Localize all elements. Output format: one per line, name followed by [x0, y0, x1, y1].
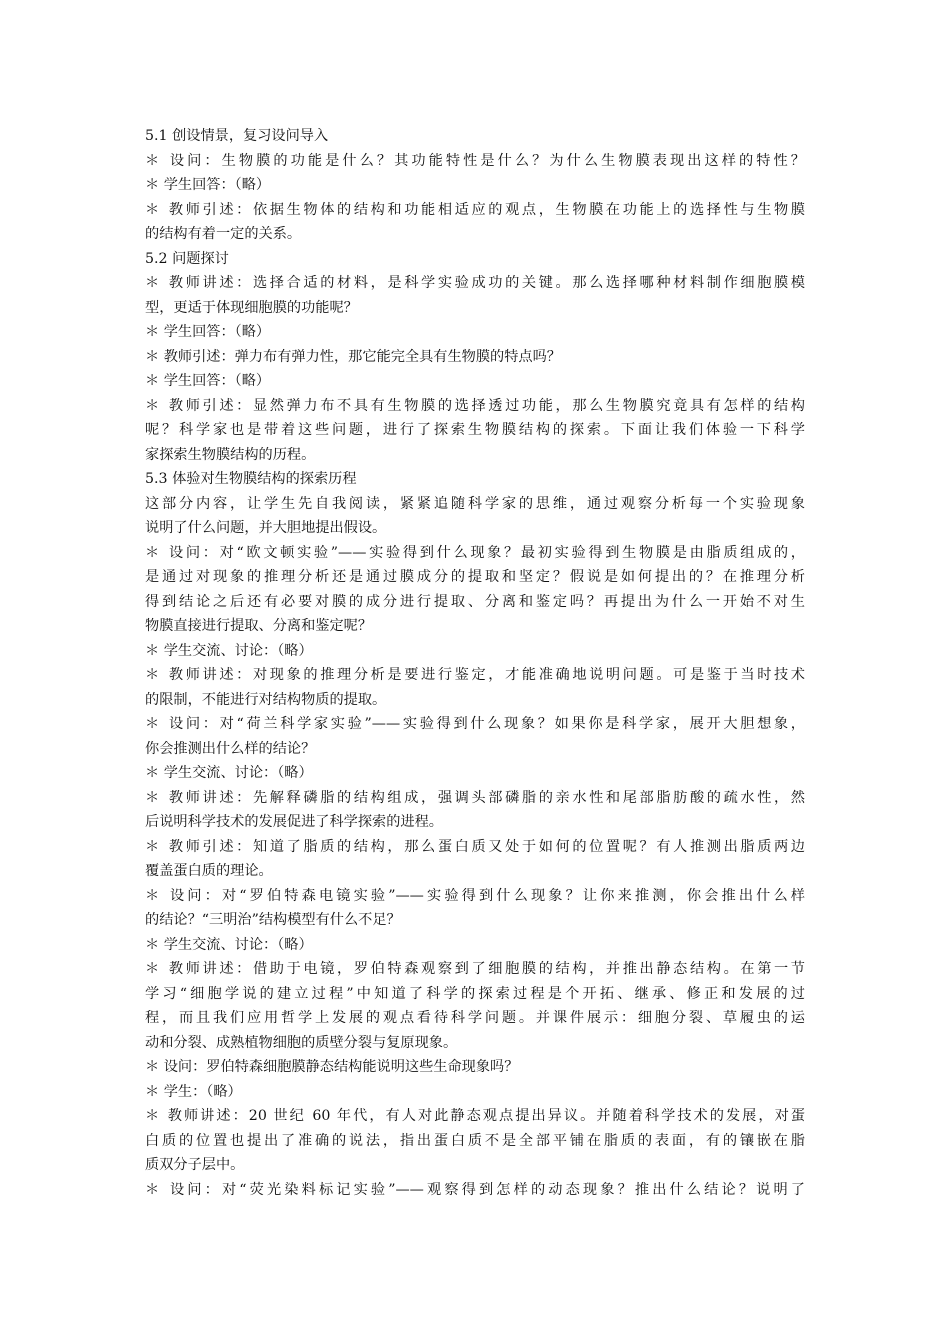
text-line: 5.1 创设情景，复习设问导入 — [145, 128, 329, 144]
text-line: ＊ 教师讲述：20 世纪 60 年代，有人对此静态观点提出异议。并随着科学技术的发展，对蛋 — [145, 1108, 805, 1124]
text-line: ＊ 教师引述：显然弹力布不具有生物膜的选择透过功能，那么生物膜究竟具有怎样的结构 — [145, 397, 805, 414]
text-line: 呢？科学家也是带着这些问题，进行了探索生物膜结构的探索。下面让我们体验一下科学 — [145, 422, 805, 438]
text-line: 学习“细胞学说的建立过程”中知道了科学的探索过程是个开拓、继承、修正和发展的过 — [145, 985, 805, 1002]
text-line: 型，更适于体现细胞膜的功能呢？ — [145, 299, 358, 316]
text-line: ＊ 设问：对“欧文顿实验”——实验得到什么现象？最初实验得到生物膜是由脂质组成的， — [145, 544, 805, 561]
text-line: ＊ 教师讲述：选择合适的材料，是科学实验成功的关键。那么选择哪种材料制作细胞膜模 — [145, 275, 805, 291]
text-line: ＊ 设问：罗伯特森细胞膜静态结构能说明这些生命现象吗？ — [145, 1059, 519, 1075]
document-page — [145, 124, 805, 1202]
text-line: ＊ 学生回答：（略） — [145, 177, 271, 193]
text-line: ＊ 教师引述：依据生物体的结构和功能相适应的观点，生物膜在功能上的选择性与生物膜 — [145, 201, 805, 218]
text-line: 这部分内容，让学生先自我阅读，紧紧追随科学家的思维，通过观察分析每一个实验现象 — [145, 495, 805, 512]
text-line: ＊ 设问：对“罗伯特森电镜实验”——实验得到什么现象？让你来推测，你会推出什么样 — [145, 887, 805, 904]
text-line: 5.3 体验对生物膜结构的探索历程 — [145, 471, 357, 487]
text-line: ＊ 设问：对“荧光染料标记实验”——观察得到怎样的动态现象？推出什么结论？说明了 — [145, 1181, 805, 1198]
text-line: ＊ 教师讲述：对现象的推理分析是要进行鉴定，才能准确地说明问题。可是鉴于当时技术 — [145, 667, 805, 683]
text-line: ＊ 教师引述：知道了脂质的结构，那么蛋白质又处于如何的位置呢？有人推测出脂质两边 — [145, 838, 805, 855]
text-line: ＊ 教师讲述：借助于电镜，罗伯特森观察到了细胞膜的结构，并推出静态结构。在第一节 — [145, 961, 805, 977]
text-line: ＊ 学生交流、讨论：（略） — [145, 765, 313, 781]
text-line: ＊ 设问：生物膜的功能是什么？其功能特性是什么？为什么生物膜表现出这样的特性？ — [145, 152, 805, 169]
text-line: 是通过对现象的推理分析还是通过膜成分的提取和坚定？假说是如何提出的？在推理分析 — [145, 569, 805, 585]
text-line: 家探索生物膜结构的历程。 — [145, 446, 316, 463]
text-line: ＊ 设问：对“荷兰科学家实验”——实验得到什么现象？如果你是科学家，展开大胆想象， — [145, 716, 805, 732]
text-line: 你会推测出什么样的结论？ — [145, 740, 316, 757]
text-line: 物膜直接进行提取、分离和鉴定呢？ — [145, 618, 373, 634]
text-line: 的结构有着一定的关系。 — [145, 226, 302, 242]
text-line: 说明了什么问题，并大胆地提出假设。 — [145, 520, 387, 536]
text-line: ＊ 学生回答：（略） — [145, 373, 271, 389]
text-line: 覆盖蛋白质的理论。 — [145, 863, 273, 879]
text-line: ＊ 学生交流、讨论：（略） — [145, 642, 313, 659]
text-line: 得到结论之后还有必要对膜的成分进行提取、分离和鉴定吗？再提出为什么一开始不对生 — [145, 593, 805, 610]
text-line: 的限制，不能进行对结构物质的提取。 — [145, 691, 387, 708]
text-line: ＊ 学生交流、讨论：（略） — [145, 936, 313, 953]
text-line: 质双分子层中。 — [145, 1157, 245, 1173]
text-line: 白质的位置也提出了准确的说法，指出蛋白质不是全部平铺在脂质的表面，有的镶嵌在脂 — [145, 1132, 805, 1149]
text-line: ＊ 教师引述：弹力布有弹力性，那它能完全具有生物膜的特点吗？ — [145, 348, 561, 365]
text-line: ＊ 学生：（略） — [145, 1083, 242, 1100]
text-line: 5.2 问题探讨 — [145, 250, 229, 267]
text-line: ＊ 学生回答：（略） — [145, 324, 271, 340]
text-line: 动和分裂、成熟植物细胞的质壁分裂与复原现象。 — [145, 1034, 458, 1051]
text-line: 的结论？“三明治”结构模型有什么不足？ — [145, 912, 401, 928]
text-line: ＊ 教师讲述：先解释磷脂的结构组成，强调头部磷脂的亲水性和尾部脂肪酸的疏水性，然 — [145, 789, 805, 806]
text-line: 后说明科学技术的发展促进了科学探索的进程。 — [145, 814, 443, 830]
text-line: 程，而且我们应用哲学上发展的观点看待科学问题。并课件展示：细胞分裂、草履虫的运 — [145, 1010, 805, 1026]
